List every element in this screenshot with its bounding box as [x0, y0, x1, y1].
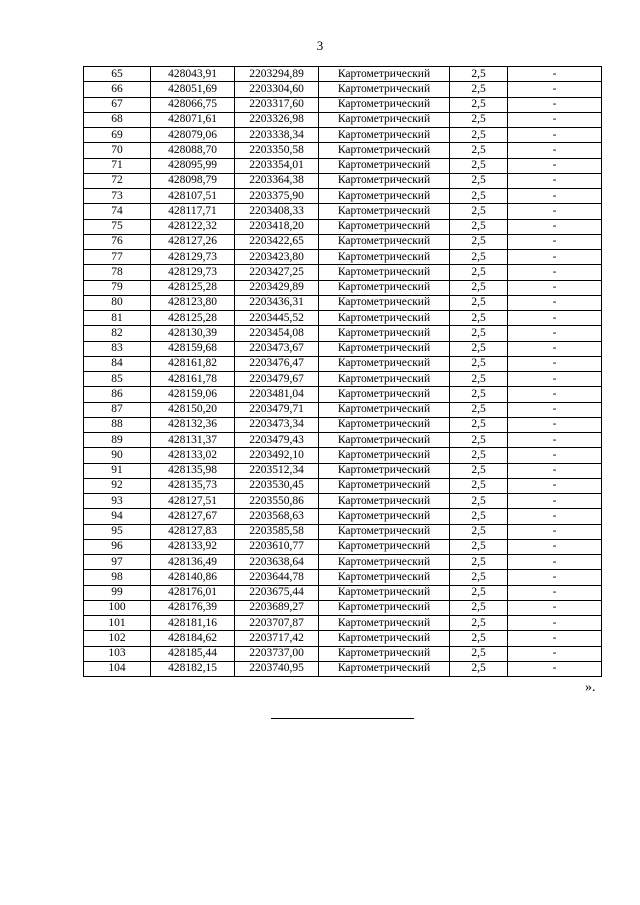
y-coordinate-cell: 2203429,89 [235, 280, 319, 295]
point-number-cell: 95 [84, 524, 151, 539]
table-row [84, 509, 602, 524]
description-cell: - [508, 112, 602, 127]
description-cell: - [508, 463, 602, 478]
y-coordinate-cell: 2203350,58 [235, 143, 319, 158]
accuracy-cell: 2,5 [450, 600, 508, 615]
y-coordinate-cell: 2203317,60 [235, 97, 319, 112]
x-coordinate-cell: 428125,28 [151, 280, 235, 295]
accuracy-cell: 2,5 [450, 219, 508, 234]
description-cell: - [508, 265, 602, 280]
method-cell: Картометрический [319, 112, 450, 127]
y-coordinate-cell: 2203740,95 [235, 661, 319, 676]
x-coordinate-cell: 428130,39 [151, 326, 235, 341]
y-coordinate-cell: 2203530,45 [235, 478, 319, 493]
closing-quote-mark: ». [585, 680, 596, 695]
accuracy-cell: 2,5 [450, 82, 508, 97]
point-number-cell: 80 [84, 295, 151, 310]
point-number-cell: 66 [84, 82, 151, 97]
description-cell: - [508, 219, 602, 234]
table-row [84, 112, 602, 127]
method-cell: Картометрический [319, 311, 450, 326]
point-number-cell: 67 [84, 97, 151, 112]
point-number-cell: 104 [84, 661, 151, 676]
method-cell: Картометрический [319, 417, 450, 432]
x-coordinate-cell: 428176,39 [151, 600, 235, 615]
table-row [84, 311, 602, 326]
x-coordinate-cell: 428098,79 [151, 173, 235, 188]
y-coordinate-cell: 2203473,34 [235, 417, 319, 432]
method-cell: Картометрический [319, 463, 450, 478]
method-cell: Картометрический [319, 326, 450, 341]
x-coordinate-cell: 428176,01 [151, 585, 235, 600]
description-cell: - [508, 524, 602, 539]
x-coordinate-cell: 428133,92 [151, 539, 235, 554]
description-cell: - [508, 387, 602, 402]
method-cell: Картометрический [319, 280, 450, 295]
point-number-cell: 81 [84, 311, 151, 326]
point-number-cell: 79 [84, 280, 151, 295]
y-coordinate-cell: 2203644,78 [235, 570, 319, 585]
description-cell: - [508, 356, 602, 371]
table-row [84, 448, 602, 463]
x-coordinate-cell: 428123,80 [151, 295, 235, 310]
method-cell: Картометрический [319, 539, 450, 554]
method-cell: Картометрический [319, 158, 450, 173]
accuracy-cell: 2,5 [450, 494, 508, 509]
x-coordinate-cell: 428117,71 [151, 204, 235, 219]
method-cell: Картометрический [319, 67, 450, 82]
point-number-cell: 97 [84, 555, 151, 570]
y-coordinate-cell: 2203354,01 [235, 158, 319, 173]
x-coordinate-cell: 428135,73 [151, 478, 235, 493]
description-cell: - [508, 158, 602, 173]
point-number-cell: 83 [84, 341, 151, 356]
description-cell: - [508, 97, 602, 112]
method-cell: Картометрический [319, 600, 450, 615]
coordinates-table-body [84, 67, 602, 677]
method-cell: Картометрический [319, 509, 450, 524]
point-number-cell: 90 [84, 448, 151, 463]
accuracy-cell: 2,5 [450, 433, 508, 448]
x-coordinate-cell: 428088,70 [151, 143, 235, 158]
closing-rule [271, 718, 414, 719]
method-cell: Картометрический [319, 433, 450, 448]
point-number-cell: 71 [84, 158, 151, 173]
table-row [84, 250, 602, 265]
description-cell: - [508, 234, 602, 249]
accuracy-cell: 2,5 [450, 402, 508, 417]
table-row [84, 616, 602, 631]
point-number-cell: 92 [84, 478, 151, 493]
y-coordinate-cell: 2203364,38 [235, 173, 319, 188]
accuracy-cell: 2,5 [450, 250, 508, 265]
x-coordinate-cell: 428127,67 [151, 509, 235, 524]
accuracy-cell: 2,5 [450, 372, 508, 387]
point-number-cell: 100 [84, 600, 151, 615]
x-coordinate-cell: 428079,06 [151, 128, 235, 143]
x-coordinate-cell: 428159,68 [151, 341, 235, 356]
table-row [84, 128, 602, 143]
accuracy-cell: 2,5 [450, 524, 508, 539]
y-coordinate-cell: 2203326,98 [235, 112, 319, 127]
table-row [84, 189, 602, 204]
x-coordinate-cell: 428071,61 [151, 112, 235, 127]
y-coordinate-cell: 2203476,47 [235, 356, 319, 371]
table-row [84, 478, 602, 493]
x-coordinate-cell: 428129,73 [151, 250, 235, 265]
accuracy-cell: 2,5 [450, 570, 508, 585]
accuracy-cell: 2,5 [450, 417, 508, 432]
x-coordinate-cell: 428132,36 [151, 417, 235, 432]
method-cell: Картометрический [319, 356, 450, 371]
accuracy-cell: 2,5 [450, 234, 508, 249]
table-row [84, 402, 602, 417]
x-coordinate-cell: 428133,02 [151, 448, 235, 463]
accuracy-cell: 2,5 [450, 463, 508, 478]
accuracy-cell: 2,5 [450, 539, 508, 554]
description-cell: - [508, 67, 602, 82]
x-coordinate-cell: 428161,82 [151, 356, 235, 371]
accuracy-cell: 2,5 [450, 189, 508, 204]
y-coordinate-cell: 2203423,80 [235, 250, 319, 265]
point-number-cell: 77 [84, 250, 151, 265]
description-cell: - [508, 402, 602, 417]
y-coordinate-cell: 2203638,64 [235, 555, 319, 570]
accuracy-cell: 2,5 [450, 661, 508, 676]
accuracy-cell: 2,5 [450, 112, 508, 127]
y-coordinate-cell: 2203479,43 [235, 433, 319, 448]
point-number-cell: 78 [84, 265, 151, 280]
x-coordinate-cell: 428051,69 [151, 82, 235, 97]
x-coordinate-cell: 428161,78 [151, 372, 235, 387]
table-row [84, 173, 602, 188]
y-coordinate-cell: 2203689,27 [235, 600, 319, 615]
y-coordinate-cell: 2203375,90 [235, 189, 319, 204]
table-row [84, 82, 602, 97]
accuracy-cell: 2,5 [450, 509, 508, 524]
description-cell: - [508, 600, 602, 615]
description-cell: - [508, 280, 602, 295]
x-coordinate-cell: 428127,51 [151, 494, 235, 509]
x-coordinate-cell: 428066,75 [151, 97, 235, 112]
description-cell: - [508, 646, 602, 661]
point-number-cell: 65 [84, 67, 151, 82]
accuracy-cell: 2,5 [450, 311, 508, 326]
accuracy-cell: 2,5 [450, 295, 508, 310]
method-cell: Картометрический [319, 402, 450, 417]
table-row [84, 661, 602, 676]
description-cell: - [508, 494, 602, 509]
method-cell: Картометрический [319, 234, 450, 249]
y-coordinate-cell: 2203550,86 [235, 494, 319, 509]
method-cell: Картометрический [319, 494, 450, 509]
y-coordinate-cell: 2203422,65 [235, 234, 319, 249]
y-coordinate-cell: 2203445,52 [235, 311, 319, 326]
point-number-cell: 88 [84, 417, 151, 432]
method-cell: Картометрический [319, 616, 450, 631]
y-coordinate-cell: 2203492,10 [235, 448, 319, 463]
x-coordinate-cell: 428125,28 [151, 311, 235, 326]
table-row [84, 356, 602, 371]
y-coordinate-cell: 2203479,67 [235, 372, 319, 387]
description-cell: - [508, 616, 602, 631]
point-number-cell: 96 [84, 539, 151, 554]
accuracy-cell: 2,5 [450, 356, 508, 371]
table-row [84, 570, 602, 585]
y-coordinate-cell: 2203338,34 [235, 128, 319, 143]
point-number-cell: 68 [84, 112, 151, 127]
point-number-cell: 99 [84, 585, 151, 600]
point-number-cell: 102 [84, 631, 151, 646]
accuracy-cell: 2,5 [450, 67, 508, 82]
y-coordinate-cell: 2203473,67 [235, 341, 319, 356]
method-cell: Картометрический [319, 387, 450, 402]
description-cell: - [508, 295, 602, 310]
accuracy-cell: 2,5 [450, 265, 508, 280]
accuracy-cell: 2,5 [450, 646, 508, 661]
y-coordinate-cell: 2203737,00 [235, 646, 319, 661]
method-cell: Картометрический [319, 372, 450, 387]
table-row [84, 585, 602, 600]
description-cell: - [508, 661, 602, 676]
accuracy-cell: 2,5 [450, 326, 508, 341]
x-coordinate-cell: 428135,98 [151, 463, 235, 478]
point-number-cell: 101 [84, 616, 151, 631]
point-number-cell: 98 [84, 570, 151, 585]
x-coordinate-cell: 428127,26 [151, 234, 235, 249]
table-row [84, 631, 602, 646]
point-number-cell: 76 [84, 234, 151, 249]
description-cell: - [508, 311, 602, 326]
y-coordinate-cell: 2203408,33 [235, 204, 319, 219]
point-number-cell: 91 [84, 463, 151, 478]
description-cell: - [508, 250, 602, 265]
table-row [84, 204, 602, 219]
description-cell: - [508, 631, 602, 646]
x-coordinate-cell: 428131,37 [151, 433, 235, 448]
table-row [84, 646, 602, 661]
point-number-cell: 70 [84, 143, 151, 158]
point-number-cell: 94 [84, 509, 151, 524]
y-coordinate-cell: 2203481,04 [235, 387, 319, 402]
y-coordinate-cell: 2203707,87 [235, 616, 319, 631]
description-cell: - [508, 509, 602, 524]
accuracy-cell: 2,5 [450, 280, 508, 295]
y-coordinate-cell: 2203717,42 [235, 631, 319, 646]
description-cell: - [508, 539, 602, 554]
table-row [84, 265, 602, 280]
point-number-cell: 75 [84, 219, 151, 234]
x-coordinate-cell: 428107,51 [151, 189, 235, 204]
description-cell: - [508, 82, 602, 97]
description-cell: - [508, 570, 602, 585]
accuracy-cell: 2,5 [450, 555, 508, 570]
description-cell: - [508, 326, 602, 341]
method-cell: Картометрический [319, 570, 450, 585]
x-coordinate-cell: 428181,16 [151, 616, 235, 631]
method-cell: Картометрический [319, 265, 450, 280]
table-row [84, 539, 602, 554]
accuracy-cell: 2,5 [450, 204, 508, 219]
x-coordinate-cell: 428185,44 [151, 646, 235, 661]
point-number-cell: 69 [84, 128, 151, 143]
y-coordinate-cell: 2203436,31 [235, 295, 319, 310]
table-row [84, 295, 602, 310]
table-row [84, 280, 602, 295]
description-cell: - [508, 128, 602, 143]
table-row [84, 97, 602, 112]
method-cell: Картометрический [319, 555, 450, 570]
coordinates-table [83, 66, 602, 677]
accuracy-cell: 2,5 [450, 616, 508, 631]
description-cell: - [508, 448, 602, 463]
x-coordinate-cell: 428136,49 [151, 555, 235, 570]
accuracy-cell: 2,5 [450, 387, 508, 402]
y-coordinate-cell: 2203294,89 [235, 67, 319, 82]
point-number-cell: 93 [84, 494, 151, 509]
y-coordinate-cell: 2203304,60 [235, 82, 319, 97]
table-row [84, 372, 602, 387]
accuracy-cell: 2,5 [450, 97, 508, 112]
table-row [84, 463, 602, 478]
method-cell: Картометрический [319, 143, 450, 158]
point-number-cell: 84 [84, 356, 151, 371]
accuracy-cell: 2,5 [450, 158, 508, 173]
table-row [84, 341, 602, 356]
x-coordinate-cell: 428127,83 [151, 524, 235, 539]
method-cell: Картометрический [319, 341, 450, 356]
table-row [84, 67, 602, 82]
method-cell: Картометрический [319, 585, 450, 600]
accuracy-cell: 2,5 [450, 478, 508, 493]
point-number-cell: 82 [84, 326, 151, 341]
point-number-cell: 89 [84, 433, 151, 448]
accuracy-cell: 2,5 [450, 143, 508, 158]
description-cell: - [508, 585, 602, 600]
method-cell: Картометрический [319, 295, 450, 310]
x-coordinate-cell: 428140,86 [151, 570, 235, 585]
method-cell: Картометрический [319, 448, 450, 463]
y-coordinate-cell: 2203675,44 [235, 585, 319, 600]
description-cell: - [508, 417, 602, 432]
table-row [84, 600, 602, 615]
method-cell: Картометрический [319, 97, 450, 112]
y-coordinate-cell: 2203568,63 [235, 509, 319, 524]
description-cell: - [508, 189, 602, 204]
page-number: 3 [316, 38, 324, 53]
point-number-cell: 74 [84, 204, 151, 219]
table-row [84, 433, 602, 448]
x-coordinate-cell: 428184,62 [151, 631, 235, 646]
accuracy-cell: 2,5 [450, 128, 508, 143]
y-coordinate-cell: 2203610,77 [235, 539, 319, 554]
method-cell: Картометрический [319, 173, 450, 188]
y-coordinate-cell: 2203418,20 [235, 219, 319, 234]
accuracy-cell: 2,5 [450, 585, 508, 600]
method-cell: Картометрический [319, 128, 450, 143]
method-cell: Картометрический [319, 478, 450, 493]
table-row [84, 494, 602, 509]
point-number-cell: 103 [84, 646, 151, 661]
method-cell: Картометрический [319, 82, 450, 97]
y-coordinate-cell: 2203512,34 [235, 463, 319, 478]
description-cell: - [508, 143, 602, 158]
accuracy-cell: 2,5 [450, 341, 508, 356]
x-coordinate-cell: 428122,32 [151, 219, 235, 234]
description-cell: - [508, 555, 602, 570]
table-row [84, 524, 602, 539]
x-coordinate-cell: 428159,06 [151, 387, 235, 402]
description-cell: - [508, 478, 602, 493]
y-coordinate-cell: 2203454,08 [235, 326, 319, 341]
table-row [84, 417, 602, 432]
x-coordinate-cell: 428129,73 [151, 265, 235, 280]
table-row [84, 143, 602, 158]
description-cell: - [508, 204, 602, 219]
accuracy-cell: 2,5 [450, 173, 508, 188]
method-cell: Картометрический [319, 631, 450, 646]
x-coordinate-cell: 428095,99 [151, 158, 235, 173]
method-cell: Картометрический [319, 661, 450, 676]
table-row [84, 219, 602, 234]
x-coordinate-cell: 428043,91 [151, 67, 235, 82]
description-cell: - [508, 433, 602, 448]
x-coordinate-cell: 428182,15 [151, 661, 235, 676]
point-number-cell: 85 [84, 372, 151, 387]
method-cell: Картометрический [319, 646, 450, 661]
table-row [84, 387, 602, 402]
table-row [84, 326, 602, 341]
table-row [84, 555, 602, 570]
method-cell: Картометрический [319, 250, 450, 265]
method-cell: Картометрический [319, 204, 450, 219]
accuracy-cell: 2,5 [450, 448, 508, 463]
method-cell: Картометрический [319, 189, 450, 204]
accuracy-cell: 2,5 [450, 631, 508, 646]
y-coordinate-cell: 2203479,71 [235, 402, 319, 417]
description-cell: - [508, 173, 602, 188]
point-number-cell: 72 [84, 173, 151, 188]
x-coordinate-cell: 428150,20 [151, 402, 235, 417]
y-coordinate-cell: 2203427,25 [235, 265, 319, 280]
table-row [84, 158, 602, 173]
point-number-cell: 73 [84, 189, 151, 204]
method-cell: Картометрический [319, 219, 450, 234]
point-number-cell: 87 [84, 402, 151, 417]
description-cell: - [508, 341, 602, 356]
table-row [84, 234, 602, 249]
description-cell: - [508, 372, 602, 387]
y-coordinate-cell: 2203585,58 [235, 524, 319, 539]
method-cell: Картометрический [319, 524, 450, 539]
point-number-cell: 86 [84, 387, 151, 402]
